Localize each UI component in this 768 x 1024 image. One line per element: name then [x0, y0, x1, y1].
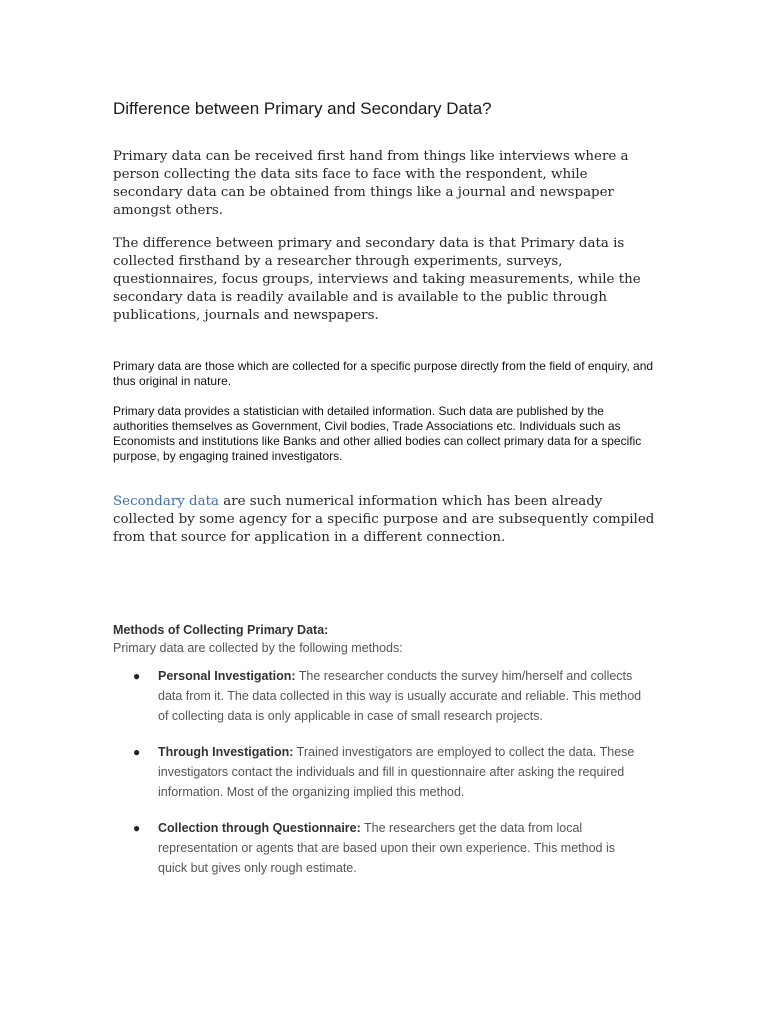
methods-intro: Primary data are collected by the following methods: [113, 641, 403, 655]
methods-list [113, 666, 643, 894]
bullet-icon: ● [133, 669, 141, 683]
methods-heading: Methods of Collecting Primary Data: [113, 623, 329, 637]
list-item [113, 666, 643, 726]
paragraph-primary-definition: Primary data are those which are collected for a specific purpose directly from the field of enquiry, and thus original in nature. [113, 359, 654, 388]
method-description: The researchers get the data from local representation or agents that are based upon their own experience. This method is quick but gives only rough estimate. [158, 821, 615, 875]
method-term: Collection through Questionnaire: [158, 821, 361, 835]
method-term: Through Investigation: [158, 745, 294, 759]
page-title: Difference between Primary and Secondary Data? [113, 99, 492, 118]
method-description: The researcher conducts the survey him/herself and collects data from it. The data collected in this way is usually accurate and reliable. This method of collecting data is only applicable in case of small research projects. [158, 669, 642, 723]
list-item [113, 742, 643, 802]
paragraph-primary-details: Primary data provides a statistician with detailed information. Such data are published by the authorities themselves as Government, Civil bodies, Trade Associations etc. Individuals such as Economists and institutions like Banks and other allied bodies can collect primary data for a specific purpose, by engaging trained investigators. [113, 404, 642, 463]
method-description: Trained investigators are employed to collect the data. These investigators contact the individuals and fill in questionnaire after asking the required information. Most of the organizing implied this method. [158, 745, 635, 799]
list-item [113, 818, 643, 878]
method-term: Personal Investigation: [158, 669, 296, 683]
secondary-definition-text: are such numerical information which has been already collected by some agency for a specific purpose and are subsequently compiled from that source for application in a different connection. [113, 494, 655, 545]
methods-section [113, 621, 661, 875]
paragraph-difference-explanation: The difference between primary and secondary data is that Primary data is collected firsthand by a researcher through experiments, surveys, questionnaires, focus groups, interviews and taking measurements, while the secondary data is readily available and is available to the public through publications, journals and newspapers. [113, 236, 641, 323]
bullet-icon: ● [133, 745, 141, 759]
paragraph-primary-vs-secondary-intro: Primary data can be received first hand from things like interviews where a person collecting the data sits face to face with the respondent, while secondary data can be obtained from things like a journal and newspaper amongst others. [113, 149, 629, 218]
secondary-data-link[interactable]: Secondary data [113, 494, 219, 509]
bullet-icon: ● [133, 821, 141, 835]
paragraph-secondary-definition [113, 493, 661, 547]
